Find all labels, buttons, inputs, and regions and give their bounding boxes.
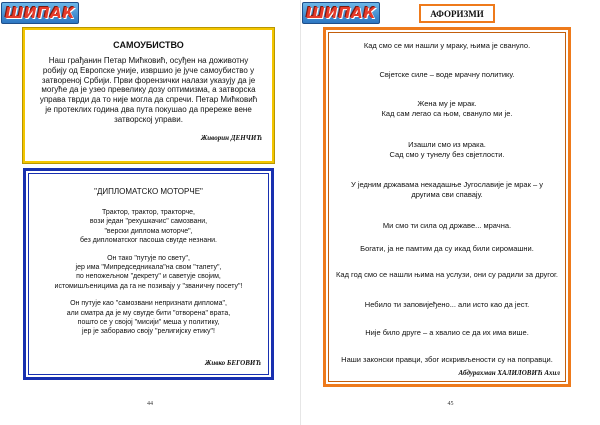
poem-title: "ДИПЛОМАТСКО МОТОРЧЕ" (94, 187, 203, 196)
aphorisms-box (323, 27, 571, 387)
aphorism-item: Кад год смо се нашли њима на услузи, они су радили за другог. (336, 270, 558, 279)
poem-line: Он путује као "самозвани непризнати диплома", (70, 300, 227, 308)
poem-line: јер је заборавио своју "религијску етику"! (82, 328, 215, 336)
aphorism-item: Ми смо ти сила од државе... мрачна. (382, 221, 512, 230)
poem-stanza (32, 254, 265, 292)
aphorism-item: Кад смо се ми нашли у мраку, њима је свануло. (363, 41, 531, 50)
poem-line: "верски диплома моторче", (104, 227, 193, 235)
poem-author: Живко БЕГОВИЋ (204, 359, 261, 367)
poem-line: по непожељном "декрету" и саветује својим, (76, 273, 221, 281)
poem-line: Он тако "путује по свету", (107, 254, 190, 262)
poem-line: Трактор, трактор, тракторче, (102, 209, 195, 216)
section-label: АФОРИЗМИ (419, 4, 495, 23)
story-author: Живорин ДЕНЧИЋ (200, 134, 262, 142)
poem-box (23, 168, 274, 380)
poem-stanza (32, 208, 265, 246)
page-number-left: 44 (147, 401, 153, 407)
story-text: Наш грађанин Петар Мићковић, осуђен на доживотну робију од Европске уније, извршио је јуче самоубиство у затвореној Србији. Први форензички налази указују да је могуће да је узео превелику дозу оптимизма, а затворска управа тврди да то није могла да спречи. Петар Мићковић је протеклих година два пута покушао да прережe вене затворској управи. (39, 56, 258, 124)
aphorism-item: У једним државама некадашње Југославије је мрак – у другима сви спавају. (351, 180, 543, 199)
shipak-logo (1, 2, 79, 24)
story-title: САМОУБИСТВО (113, 40, 184, 50)
aphorism-item: Свјетске силе – воде мрачну политику. (379, 70, 515, 79)
aphorism-item: Небило ти заповијеђено... али исто као да јест. (364, 300, 530, 309)
poem-stanzas (32, 208, 265, 337)
page-number-right: 45 (447, 401, 454, 407)
poem-stanza (32, 299, 265, 337)
shipak-logo (302, 2, 380, 24)
poem-line: јер има "Мипредседникала"на свом "тапету", (75, 264, 222, 272)
poem-line: без дипломатског пасоша свугде незнани. (79, 237, 217, 245)
aphorism-item: Жена му је мрак. Кад сам легао са њом, свануло ми је. (381, 99, 513, 118)
aphorism-item: Богати, ја не памтим да су икад били сиромашни. (360, 244, 534, 253)
poem-line: али сматра да је му свугде бити "отворена" врата, (66, 309, 231, 317)
aphorisms-author: Абдурахман ХАЛИЛОВИЋ Ахил (458, 369, 560, 377)
aphorism-item: Наши законски правци, због искривљености су на поправци. (341, 355, 553, 364)
logo-text: ШИПАК (305, 4, 376, 22)
right-page (300, 0, 600, 425)
aphorism-item: Није било друге – а хвалио се да их има више. (365, 328, 529, 337)
logo-text: ШИПАК (4, 4, 75, 22)
poem-line: пошто се у својој "мисији" меша у политику, (77, 319, 220, 327)
story-box (23, 28, 274, 163)
poem-line: истомишљеницима да га не позивају у "званичну посету"! (54, 282, 243, 290)
poem-line: вози један "рехушкачис" самозвани, (89, 218, 208, 226)
aphorism-item: Изашли смо из мрака. Сад смо у тунелу без свјетлости. (389, 140, 505, 159)
